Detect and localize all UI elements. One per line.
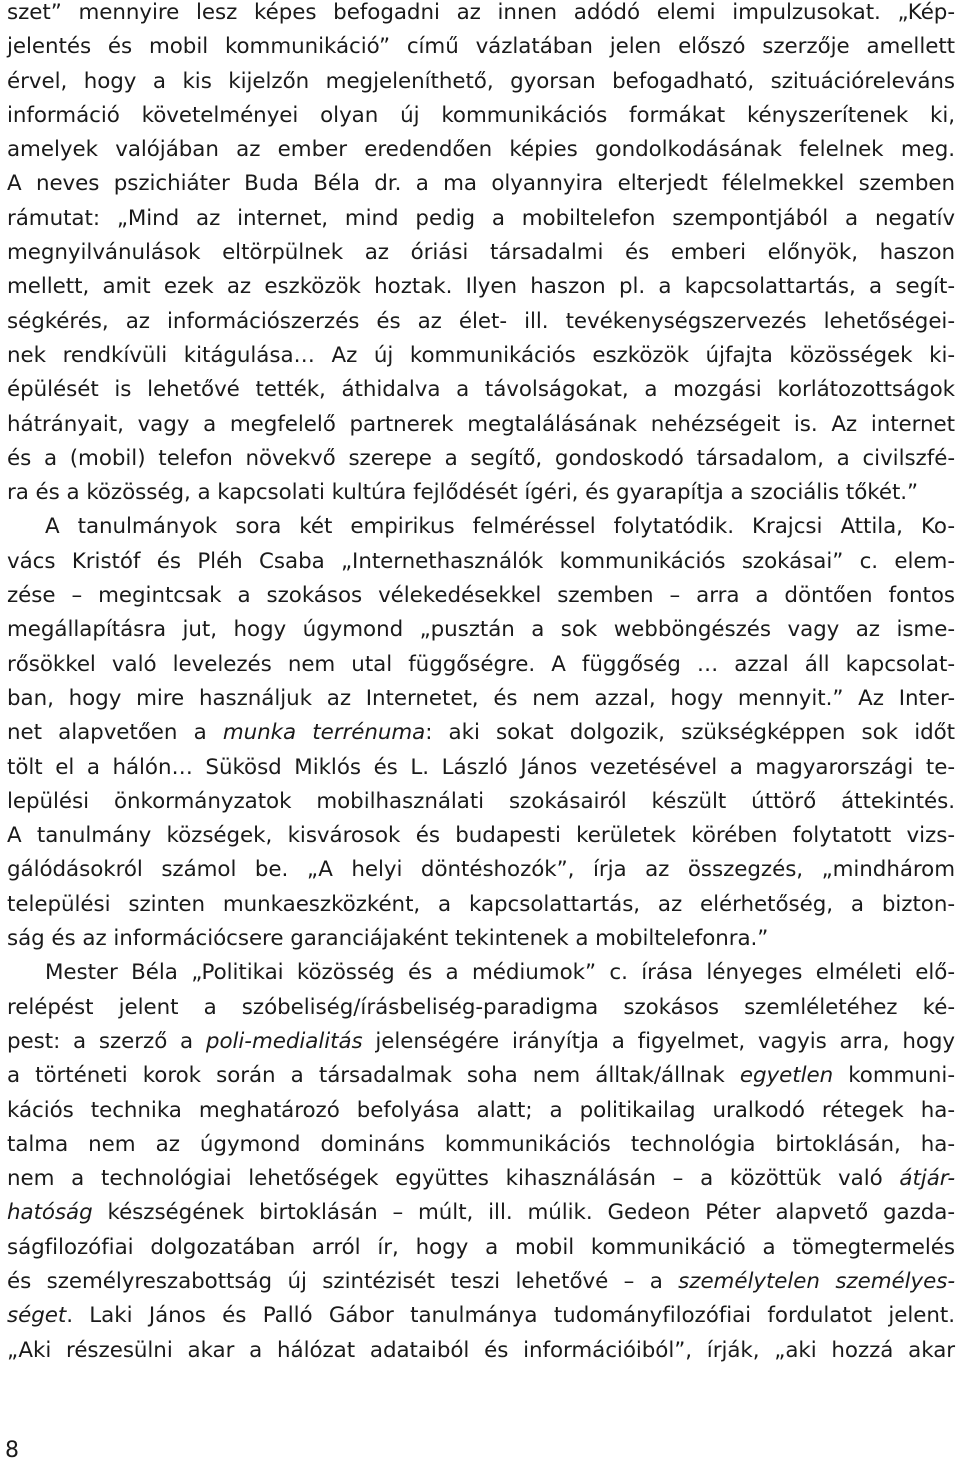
text-run: rámutat: „Mind az internet, mind pedig a mobiltelefon szempontjából a negatív: [7, 205, 955, 231]
text-line: [7, 751, 955, 785]
paragraph: [7, 956, 955, 1368]
text-run: tölt el a hálón… Sükösd Miklós és L. László János vezetésével a magyarországi te-: [7, 754, 955, 780]
text-line: [7, 339, 955, 373]
text-run: megállapításra jut, hogy úgymond „pusztán a sok webböngészés vagy az isme-: [7, 617, 955, 643]
text-run: ság és az információcsere garanciájaként tekintenek a mobiltelefonra.”: [7, 926, 769, 952]
text-run: települési szinten munkaeszközként, a kapcsolattartás, az elérhetőség, a bizton-: [7, 891, 955, 917]
text-line: [7, 167, 955, 201]
text-line: [7, 510, 955, 544]
text-line: [7, 270, 955, 304]
text-run: ra és a közösség, a kapcsolati kultúra fejlődését ígéri, és gyarapítja a szociális tőkét.”: [7, 480, 919, 506]
text-run: „Aki részesülni akar a hálózat adataiból és információiból”, írják, „aki hozzá akar: [7, 1337, 955, 1363]
text-line: [7, 65, 955, 99]
text-run: A neves pszichiáter Buda Béla dr. a ma olyannyira elterjedt félelmekkel szemben: [7, 171, 955, 197]
text-run: nek rendkívüli kitágulása… Az új kommunikációs eszközök újfajta közösségek ki-: [7, 342, 955, 368]
text-line: [7, 682, 955, 716]
text-run: relépést jelent a szóbeliség/írásbeliség-paradigma szokásos szemléletéhez ké-: [7, 994, 955, 1020]
text-run: A tanulmány községek, kisvárosok és budapesti kerületek körében folytatott vizs-: [7, 823, 955, 849]
text-run: ságfilozófiai dolgozatában arról ír, hogy a mobil kommunikáció a tömegtermelés: [7, 1234, 955, 1260]
italic-text: poli-medialitás: [205, 1028, 363, 1054]
text-run: kációs technika meghatározó befolyása alatt; a politikailag uralkodó rétegek ha-: [7, 1097, 955, 1123]
text-run: jelenségére irányítja a figyelmet, vagyis arra, hogy: [362, 1028, 955, 1054]
text-line: [7, 922, 955, 956]
text-run: készségének birtoklásán – múlt, ill. múlik. Gedeon Péter alapvető gazda-: [92, 1200, 955, 1226]
text-line: [7, 1094, 955, 1128]
text-run: pest: a szerző a: [7, 1028, 206, 1054]
text-run: épülését is lehetővé tették, áthidalva a távolságokat, a mozgási korlátozottságok: [7, 377, 955, 403]
text-run: A tanulmányok sora két empirikus felméréssel folytatódik. Krajcsi Attila, Ko-: [45, 514, 955, 540]
text-run: zése – megintcsak a szokásos vélekedésekkel szemben – arra a döntően fontos: [7, 583, 955, 609]
text-run: szet” mennyire lesz képes befogadni az innen adódó elemi impulzusokat. „Kép-: [7, 0, 955, 25]
text-run: a történeti korok során a társadalmak soha nem álltak/állnak: [7, 1063, 740, 1089]
text-line: [7, 1025, 955, 1059]
text-line: [7, 1231, 955, 1265]
text-run: . Laki János és Palló Gábor tanulmánya tudományfilozófiai fordulatot jelent.: [66, 1303, 955, 1329]
text-line: [7, 579, 955, 613]
text-line: [7, 0, 955, 30]
text-line: [7, 1162, 955, 1196]
text-line: [7, 716, 955, 750]
text-line: [7, 30, 955, 64]
text-run: gálódásokról számol be. „A helyi döntéshozók”, írja az összegzés, „mindhárom: [7, 857, 955, 883]
text-line: [7, 545, 955, 579]
text-line: [7, 888, 955, 922]
text-line: [7, 236, 955, 270]
text-run: és személyreszabottság új szintézisét teszi lehetővé – a: [7, 1268, 679, 1294]
text-run: mellett, amit ezek az eszközök hoztak. Ilyen haszon pl. a kapcsolattartás, a segít-: [7, 274, 955, 300]
italic-text: egyetlen: [739, 1063, 834, 1089]
paragraph: [7, 510, 955, 956]
text-run: : aki sokat dolgozik, szükségképpen sok időt: [425, 720, 955, 746]
text-line: [7, 785, 955, 819]
text-line: [7, 99, 955, 133]
text-run: nem a technológiai lehetőségek együttes kihasználásán – a közöttük való: [7, 1166, 900, 1192]
text-run: talma nem az úgymond domináns kommunikációs technológia birtoklásán, ha-: [7, 1131, 955, 1157]
text-line: [7, 373, 955, 407]
italic-text: hatóság: [7, 1200, 93, 1226]
text-run: jelentés és mobil kommunikáció” című vázlatában jelen előszó szerzője amellett: [7, 34, 955, 60]
text-line: [7, 442, 955, 476]
italic-text: személytelen személyes-: [678, 1268, 955, 1294]
text-run: megnyilvánulások eltörpülnek az óriási társadalmi és emberi előnyök, haszon: [7, 240, 955, 266]
text-line: [7, 202, 955, 236]
text-line: [7, 819, 955, 853]
page-number: 8: [5, 1438, 19, 1463]
text-line: [7, 476, 955, 510]
italic-text: munka terrénuma: [222, 720, 426, 746]
text-line: [7, 408, 955, 442]
text-run: Mester Béla „Politikai közösség és a médiumok” c. írása lényeges elméleti elő-: [45, 960, 955, 986]
paragraph: [7, 0, 955, 510]
text-run: kommuni-: [833, 1063, 955, 1089]
text-run: érvel, hogy a kis kijelzőn megjeleníthető, gyorsan befogadható, szituációreleváns: [7, 68, 955, 94]
text-line: [7, 956, 955, 990]
text-line: [7, 305, 955, 339]
text-line: [7, 853, 955, 887]
text-line: [7, 1196, 955, 1230]
text-run: ségkérés, az információszerzés és az élet- ill. tevékenységszervezés lehetőségei-: [7, 308, 955, 334]
body-text: [7, 0, 955, 1368]
text-line: [7, 1334, 955, 1368]
text-line: [7, 648, 955, 682]
text-run: ban, hogy mire használjuk az Internetet, és nem azzal, hogy mennyit.” Az Inter-: [7, 685, 955, 711]
text-run: vács Kristóf és Pléh Csaba „Internethasználók kommunikációs szokásai” c. elem-: [7, 548, 955, 574]
italic-text: séget: [7, 1303, 67, 1329]
text-run: információ követelményei olyan új kommunikációs formákat kényszerítenek ki,: [7, 102, 955, 128]
text-line: [7, 1299, 955, 1333]
text-line: [7, 991, 955, 1025]
text-run: amelyek valójában az ember eredendően képies gondolkodásának felelnek meg.: [7, 137, 955, 163]
text-line: [7, 1265, 955, 1299]
text-line: [7, 133, 955, 167]
text-run: hátrányait, vagy a megfelelő partnerek megtalálásának nehézségeit is. Az internet: [7, 411, 955, 437]
text-run: lepülési önkormányzatok mobilhasználati szokásairól készült úttörő áttekintés.: [7, 788, 955, 814]
text-line: [7, 1128, 955, 1162]
text-run: net alapvetően a: [7, 720, 223, 746]
text-run: rősökkel való levelezés nem utal függőségre. A függőség … azzal áll kapcsolat-: [7, 651, 955, 677]
italic-text: átjár-: [899, 1166, 955, 1192]
text-run: és a (mobil) telefon növekvő szerepe a segítő, gondoskodó társadalom, a civilszfé-: [7, 445, 955, 471]
text-line: [7, 613, 955, 647]
text-line: [7, 1059, 955, 1093]
